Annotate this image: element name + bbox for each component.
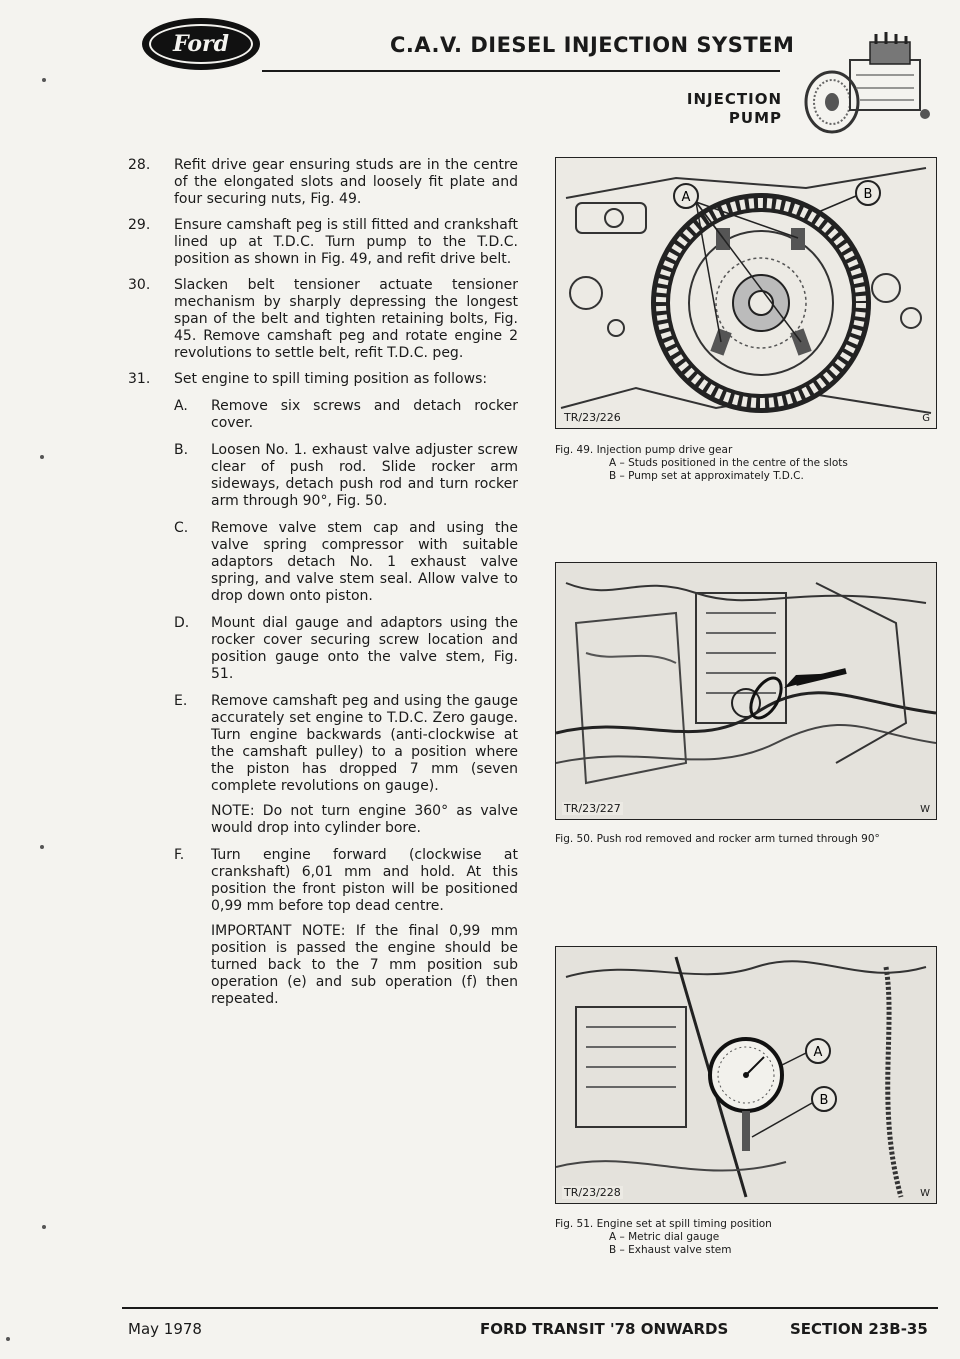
instruction-steps — [128, 157, 518, 1027]
caption-item-a: A – Studs positioned in the centre of the slots — [609, 457, 848, 469]
caption-item-a: A – Metric dial gauge — [609, 1231, 720, 1243]
figure-50-caption — [555, 833, 880, 846]
substep-text: Remove six screws and detach rocker cover. — [211, 398, 518, 431]
caption-title: Fig. 50. Push rod removed and rocker arm turned through 90° — [555, 833, 880, 845]
figure-51-label-a: A — [813, 1045, 823, 1060]
step-30 — [128, 277, 518, 362]
caption-item-b: B – Exhaust valve stem — [609, 1244, 732, 1256]
injection-pump-icon — [790, 30, 940, 140]
page-title: C.A.V. DIESEL INJECTION SYSTEM — [390, 33, 795, 57]
footer-rule — [122, 1307, 938, 1309]
figure-49-label-b: B — [863, 187, 873, 202]
substep-letter: C. — [174, 520, 189, 536]
figure-50-ref: TR/23/227 — [564, 802, 621, 815]
title-rule — [262, 70, 780, 72]
figure-51-dial-gauge — [555, 946, 937, 1204]
step-number: 30. — [128, 277, 151, 293]
ford-logo — [142, 18, 260, 70]
caption-title: Fig. 51. Engine set at spill timing position — [555, 1218, 772, 1230]
footer-section-number: SECTION 23B-35 — [790, 1320, 928, 1338]
step-text: Set engine to spill timing position as follows: — [174, 371, 488, 387]
figure-49-label-a: A — [681, 190, 691, 205]
figure-49-caption — [555, 444, 848, 483]
substep-text: Turn engine forward (clockwise at crankshaft) 6,01 mm and hold. At this position the front piston will be positioned 0,99 mm before top dead centre. — [211, 847, 518, 914]
step-text: Ensure camshaft peg is still fitted and crankshaft lined up at T.D.C. Turn pump to the T.D.C. position as shown in Fig. 49, and refit drive belt. — [174, 217, 518, 267]
punch-mark — [6, 1337, 10, 1341]
figure-51-label-b: B — [819, 1093, 829, 1108]
section-label-line1: INJECTION — [686, 90, 782, 108]
substep-f — [174, 847, 518, 1008]
section-label-line2: PUMP — [728, 109, 782, 127]
substep-list — [174, 398, 518, 1008]
punch-mark — [42, 1225, 46, 1229]
footer-date: May 1978 — [128, 1320, 202, 1338]
punch-mark — [40, 845, 44, 849]
step-text: Refit drive gear ensuring studs are in the centre of the elongated slots and loosely fit plate and four securing nuts, Fig. 49. — [174, 157, 518, 207]
step-31 — [128, 371, 518, 1018]
figure-49-drive-gear — [555, 157, 937, 429]
figure-51-ref: TR/23/228 — [564, 1186, 621, 1199]
substep-note: NOTE: Do not turn engine 360° as valve would drop into cylinder bore. — [211, 803, 518, 836]
substep-letter: F. — [174, 847, 185, 863]
substep-e — [174, 693, 518, 837]
punch-mark — [40, 455, 44, 459]
figure-49-ref: TR/23/226 — [564, 411, 621, 424]
substep-important-note: IMPORTANT NOTE: If the final 0,99 mm position is passed the engine should be turned back to the 7 mm position sub operation (e) and sub operation (f) then repeated. — [211, 923, 518, 1007]
figure-50-corner-mark: W — [920, 804, 930, 815]
ford-logo-text: Ford — [149, 24, 253, 64]
substep-letter: E. — [174, 693, 188, 709]
caption-item-b: B – Pump set at approximately T.D.C. — [609, 470, 804, 482]
substep-letter: D. — [174, 615, 190, 631]
step-number: 31. — [128, 371, 151, 387]
substep-text: Remove camshaft peg and using the gauge accurately set engine to T.D.C. Zero gauge. Turn engine backwards (anti-clockwise at the camshaft pulley) to a position where the piston has dropped 7 mm (seven complete revolutions on gauge). — [211, 693, 518, 794]
figure-50-rocker-arm — [555, 562, 937, 820]
substep-text: Mount dial gauge and adaptors using the rocker cover securing screw location and position gauge onto the valve stem, Fig. 51. — [211, 615, 518, 682]
substep-a — [174, 398, 518, 432]
substep-d — [174, 615, 518, 683]
step-number: 29. — [128, 217, 151, 233]
substep-text: Loosen No. 1. exhaust valve adjuster screw clear of push rod. Slide rocker arm sideways, detach push rod and turn rocker arm through 90°, Fig. 50. — [211, 442, 518, 509]
step-29 — [128, 217, 518, 268]
substep-letter: B. — [174, 442, 189, 458]
step-number: 28. — [128, 157, 151, 173]
caption-title: Fig. 49. Injection pump drive gear — [555, 444, 733, 456]
footer-title: FORD TRANSIT '78 ONWARDS — [480, 1320, 729, 1338]
substep-text: Remove valve stem cap and using the valve spring compressor with suitable adaptors detach No. 1 exhaust valve spring, and valve stem seal. Allow valve to drop down onto piston. — [211, 520, 518, 604]
punch-mark — [42, 78, 46, 82]
figure-51-corner-mark: W — [920, 1188, 930, 1199]
substep-c — [174, 520, 518, 605]
figure-51-caption — [555, 1218, 772, 1257]
step-28 — [128, 157, 518, 208]
step-text: Slacken belt tensioner actuate tensioner mechanism by sharply depressing the longest span of the belt and tighten retaining bolts, Fig. 45. Remove camshaft peg and rotate engine 2 revolutions to settle belt, refit T.D.C. peg. — [174, 277, 518, 361]
substep-b — [174, 442, 518, 510]
section-label — [687, 90, 782, 128]
dial-gauge-illustration — [556, 947, 936, 1203]
figure-49-corner-mark: G — [922, 413, 930, 424]
drive-gear-illustration — [556, 158, 936, 428]
rocker-arm-illustration — [556, 563, 936, 819]
substep-letter: A. — [174, 398, 188, 414]
